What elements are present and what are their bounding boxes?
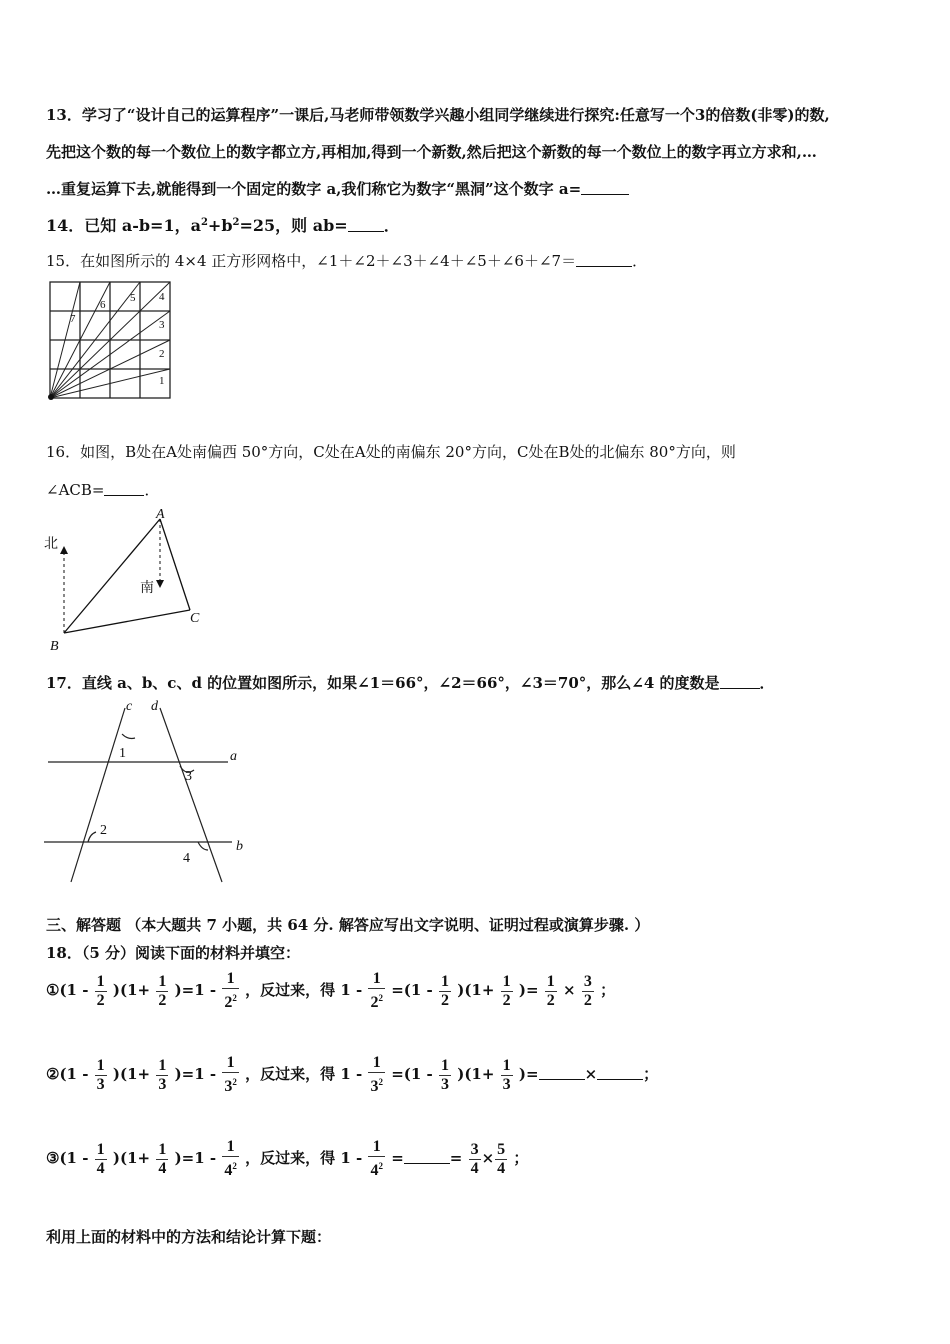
- r2-frac-d: $\frac{1}{3^2}$: [370, 1054, 383, 1095]
- r3-blank: [404, 1149, 450, 1164]
- r3-frac-e: $\frac{3}{4}$: [470, 1140, 479, 1177]
- q15-grid-figure: [46, 278, 176, 404]
- r1-mid2: )(1+: [457, 981, 495, 999]
- r3-reverse: ，反过来，得 1 -: [245, 1149, 363, 1167]
- angle-1-label: 1: [119, 746, 126, 761]
- q16-answer-blank: [104, 481, 144, 496]
- r3-mid: )(1+: [112, 1149, 151, 1167]
- r3-times: ×: [481, 1149, 495, 1167]
- r2-end: ；: [643, 1065, 659, 1083]
- r1-frac-g: $\frac{1}{2}$: [546, 972, 555, 1009]
- angle-4-label: 4: [183, 851, 190, 866]
- r2-mid2: )(1+: [457, 1065, 495, 1083]
- q17-answer-blank: [720, 674, 760, 689]
- r2-eq: =(1 -: [391, 1065, 433, 1083]
- r1-frac-f: $\frac{1}{2}$: [502, 972, 511, 1009]
- r1-mark: ①: [46, 981, 60, 999]
- q14-exp1: 2: [200, 217, 208, 228]
- r3-end: ；: [513, 1149, 529, 1167]
- r1-reverse: ，反过来，得 1 -: [245, 981, 363, 999]
- r1-frac-c: $\frac{1}{2^2}$: [224, 970, 237, 1011]
- r1-open: (1 -: [59, 981, 89, 999]
- angle-label-7: 7: [70, 313, 76, 325]
- q14-prefix: 14．已知 a-b=1，a: [46, 216, 201, 235]
- q16-line2: ∠ACB= ．: [46, 481, 160, 499]
- r1-frac-e: $\frac{1}{2}$: [440, 972, 449, 1009]
- section3-title: 三、解答题 （本大题共 7 小题，共 64 分. 解答应写出文字说明、证明过程或演算步骤. ）: [46, 916, 650, 934]
- q17-lines-figure: [40, 696, 255, 888]
- r2-reverse: ，反过来，得 1 -: [245, 1065, 363, 1083]
- line-c-label: c: [126, 699, 133, 714]
- q18-title: 18．（5 分）阅读下面的材料并填空：: [46, 944, 301, 962]
- angle-label-2: 2: [159, 348, 165, 360]
- q13-line1: 13．学习了“设计自己的运算程序”一课后,马老师带领数学兴趣小组同学继续进行探究:任意写一个3的倍数(非零)的数,: [46, 106, 830, 124]
- q16-line2-text: ∠ACB=: [46, 481, 105, 499]
- q18-row3: [46, 1138, 528, 1180]
- r1-close2: )=: [518, 981, 539, 999]
- angle-label-4: 4: [159, 291, 165, 303]
- r2-blank-2: [597, 1065, 643, 1080]
- r2-frac-e: $\frac{1}{3}$: [440, 1056, 449, 1093]
- r2-open: (1 -: [59, 1065, 89, 1083]
- r3-frac-f: $\frac{5}{4}$: [497, 1140, 506, 1177]
- q14-exp2: 2: [232, 217, 240, 228]
- q18-row2: [46, 1054, 658, 1096]
- angle-label-1: 1: [159, 375, 165, 387]
- r3-frac-a: $\frac{1}{4}$: [96, 1140, 105, 1177]
- q15-text: 15．在如图所示的 4×4 正方形网格中，∠1＋∠2＋∠3＋∠4＋∠5＋∠6＋∠7＝ ．: [46, 252, 648, 270]
- line-a-label: a: [230, 749, 237, 764]
- q17-text: 17．直线 a、b、c、d 的位置如图所示，如果∠1＝66°，∠2＝66°，∠3＝70°，那么∠4 的度数是 ．: [46, 674, 775, 692]
- q13-line3: [46, 178, 629, 199]
- q14-p3: =25，则 ab=: [239, 216, 348, 235]
- r1-frac-a: $\frac{1}{2}$: [96, 972, 105, 1009]
- r1-times: ×: [563, 981, 576, 999]
- q18-footer: 利用上面的材料中的方法和结论计算下题：: [46, 1228, 332, 1246]
- q13-line3-text: …重复运算下去,就能得到一个固定的数字 a,我们称它为数字“黑洞”这个数字 a=: [46, 180, 582, 198]
- r1-eq: =(1 -: [391, 981, 433, 999]
- r1-close: )=1 -: [174, 981, 217, 999]
- q16-line1: 16．如图，B处在A处南偏西 50°方向，C处在A处的南偏东 20°方向，C处在B处的北偏东 80°方向，则: [46, 443, 736, 461]
- r2-mid: )(1+: [112, 1065, 151, 1083]
- r3-frac-b: $\frac{1}{4}$: [158, 1140, 167, 1177]
- q14-p2: +b: [207, 216, 233, 235]
- angle-label-5: 5: [130, 292, 136, 304]
- r1-end: ；: [600, 981, 616, 999]
- south-label: 南: [140, 580, 154, 596]
- q18-row1: [46, 970, 615, 1012]
- angle-label-6: 6: [100, 299, 106, 311]
- point-C-label: C: [190, 611, 200, 626]
- point-B-label: B: [50, 639, 59, 654]
- r3-frac-d: $\frac{1}{4^2}$: [370, 1138, 383, 1179]
- angle-3-label: 3: [185, 769, 192, 784]
- q14-answer-blank: [348, 217, 384, 232]
- angle-label-3: 3: [159, 319, 165, 331]
- r3-open: (1 -: [59, 1149, 89, 1167]
- r3-close: )=1 -: [174, 1149, 217, 1167]
- r2-close2: )=: [518, 1065, 539, 1083]
- q13-line2: 先把这个数的每一个数位上的数字都立方,再相加,得到一个新数,然后把这个新数的每一个数位上的数字再立方求和,…: [46, 143, 817, 161]
- r3-frac-c: $\frac{1}{4^2}$: [224, 1138, 237, 1179]
- r3-eq2: =: [449, 1149, 463, 1167]
- q16-direction-figure: [40, 502, 220, 654]
- r3-eq: =: [391, 1149, 404, 1167]
- r2-frac-f: $\frac{1}{3}$: [502, 1056, 511, 1093]
- angle-2-label: 2: [100, 823, 107, 838]
- r1-mid: )(1+: [112, 981, 151, 999]
- r1-frac-d: $\frac{1}{2^2}$: [370, 970, 383, 1011]
- r2-close: )=1 -: [174, 1065, 217, 1083]
- line-b-label: b: [236, 839, 243, 854]
- line-d-label: d: [151, 699, 158, 714]
- q17-text-body: 17．直线 a、b、c、d 的位置如图所示，如果∠1＝66°，∠2＝66°，∠3＝70°，那么∠4 的度数是: [46, 674, 720, 692]
- r2-frac-c: $\frac{1}{3^2}$: [224, 1054, 237, 1095]
- q15-text-body: 15．在如图所示的 4×4 正方形网格中，∠1＋∠2＋∠3＋∠4＋∠5＋∠6＋∠7＝: [46, 252, 577, 270]
- r2-times: ×: [584, 1065, 598, 1083]
- q15-answer-blank: [576, 252, 632, 267]
- r3-mark: ③: [46, 1149, 60, 1167]
- r1-frac-h: $\frac{3}{2}$: [583, 972, 592, 1009]
- q14: 14．已知 a-b=1，$a^2+b^2=25$，则 ab= ．: [46, 216, 400, 235]
- r1-frac-b: $\frac{1}{2}$: [158, 972, 167, 1009]
- r2-mark: ②: [46, 1065, 60, 1083]
- r2-frac-b: $\frac{1}{3}$: [158, 1056, 167, 1093]
- r2-blank-1: [539, 1065, 585, 1080]
- q13-answer-blank: [581, 180, 629, 195]
- point-A-label: A: [156, 507, 165, 522]
- r2-frac-a: $\frac{1}{3}$: [96, 1056, 105, 1093]
- north-label: 北: [44, 536, 58, 552]
